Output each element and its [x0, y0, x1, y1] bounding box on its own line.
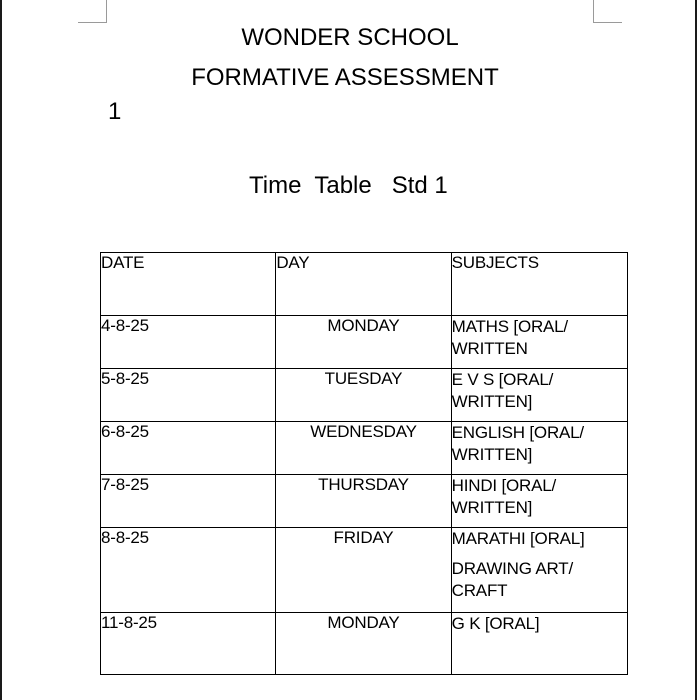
day-cell: TUESDAY [276, 369, 451, 422]
subject-line: ENGLISH [ORAL/ [451, 423, 584, 442]
date-cell: 5-8-25 [101, 369, 276, 422]
margin-corner-marker-right [593, 0, 622, 23]
school-name: WONDER SCHOOL [241, 24, 459, 51]
subject-line: CRAFT [451, 581, 508, 600]
date-cell: 7-8-25 [101, 475, 276, 528]
table-row [101, 613, 628, 675]
timetable-heading: Time Table Std 1 [249, 172, 448, 199]
subject-line: WRITTEN [451, 339, 528, 358]
day-cell: MONDAY [276, 316, 451, 369]
table-row [101, 316, 628, 369]
date-cell: 11-8-25 [101, 613, 276, 675]
subject-line: MATHS [ORAL/ [451, 317, 568, 336]
subjects-cell [451, 422, 627, 475]
page-edge-left [0, 0, 2, 700]
table-row [101, 475, 628, 528]
timetable [100, 252, 628, 675]
header-day: DAY [276, 253, 451, 316]
subjects-cell [451, 528, 627, 613]
table-row [101, 528, 628, 613]
table-row [101, 422, 628, 475]
header-subjects: SUBJECTS [451, 253, 627, 316]
assessment-number: 1 [108, 98, 122, 125]
subject-line: HINDI [ORAL/ [451, 476, 556, 495]
page-edge-right [695, 0, 697, 700]
subject-line: DRAWING ART/ [451, 559, 573, 578]
header-date: DATE [101, 253, 276, 316]
subjects-cell [451, 613, 627, 675]
table-row [101, 369, 628, 422]
assessment-title: FORMATIVE ASSESSMENT [191, 64, 499, 91]
date-cell: 4-8-25 [101, 316, 276, 369]
subject-line: E V S [ORAL/ [451, 370, 554, 389]
day-cell: MONDAY [276, 613, 451, 675]
margin-corner-marker-left [78, 0, 107, 23]
subject-line: WRITTEN] [451, 392, 533, 411]
day-cell: THURSDAY [276, 475, 451, 528]
subject-line: WRITTEN] [451, 498, 533, 517]
subject-extra-line [452, 558, 627, 602]
table-header-row [101, 253, 628, 316]
subjects-cell [451, 369, 627, 422]
date-cell: 6-8-25 [101, 422, 276, 475]
day-cell: FRIDAY [276, 528, 451, 613]
subject-line: WRITTEN] [451, 445, 533, 464]
date-cell: 8-8-25 [101, 528, 276, 613]
subject-line: MARATHI [ORAL] [451, 529, 585, 548]
subject-line: G K [ORAL] [451, 614, 540, 633]
subjects-cell [451, 475, 627, 528]
day-cell: WEDNESDAY [276, 422, 451, 475]
subjects-cell [451, 316, 627, 369]
